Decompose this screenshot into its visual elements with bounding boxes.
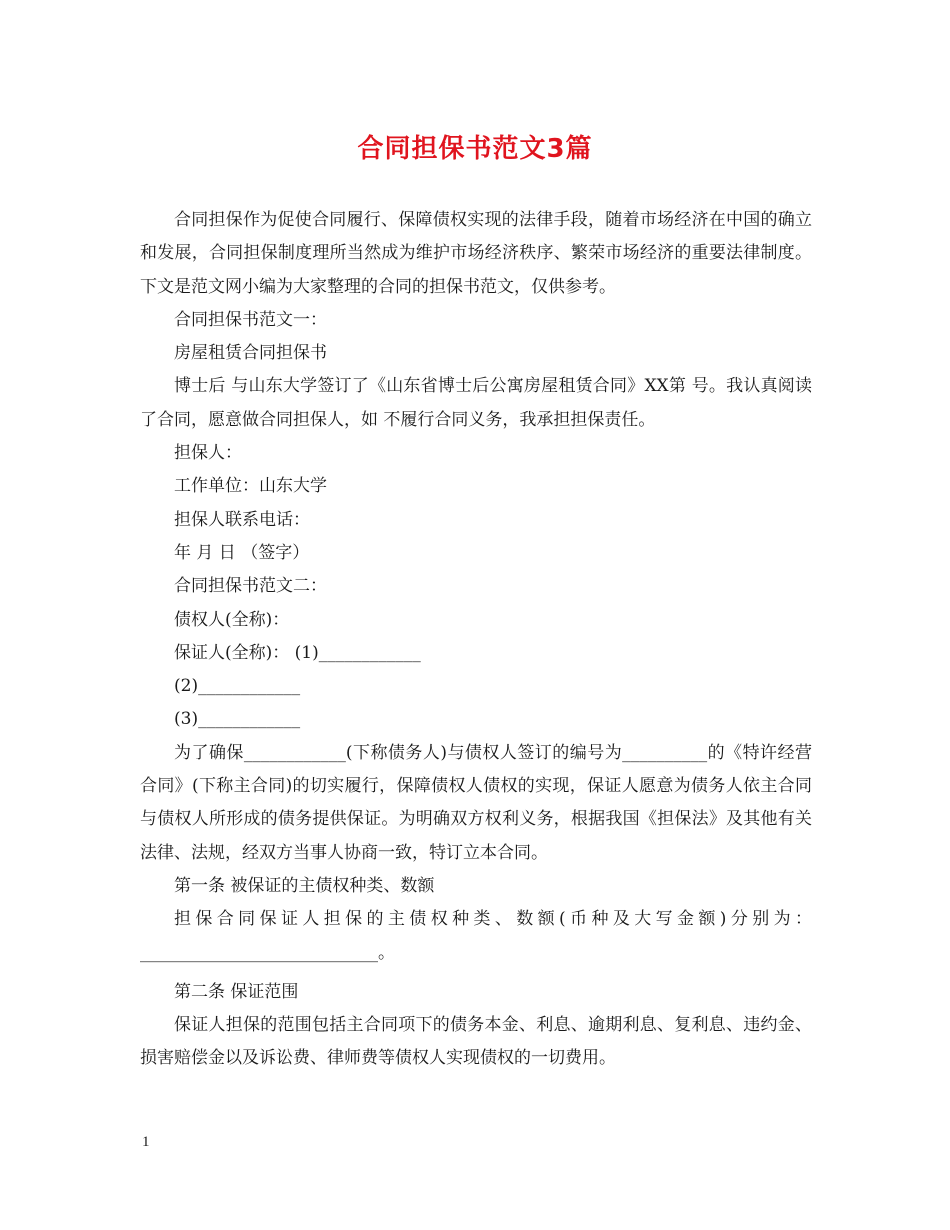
guarantor-label: 担保人： bbox=[174, 443, 242, 464]
article-two-paragraph: 保证人担保的范围包括主合同项下的债务本金、利息、逾期利息、复利息、违约金、损害赔偿金以及诉讼费、律师费等债权人实现债权的一切费用。 bbox=[140, 1015, 812, 1069]
article-two-heading: 第二条 保证范围 bbox=[174, 981, 299, 1002]
article-one-paragraph: 担保合同保证人担保的主债权种类、数额(币种及大写金额)分别为：____________________________。 bbox=[140, 909, 812, 963]
lease-guarantee-heading: 房屋租赁合同担保书 bbox=[174, 343, 327, 364]
page-number: 1 bbox=[142, 1134, 150, 1150]
lease-guarantee-paragraph: 博士后 与山东大学签订了《山东省博士后公寓房屋租赁合同》XX第 号。我认真阅读了合同，愿意做合同担保人，如 不履行合同义务，我承担担保责任。 bbox=[140, 376, 812, 430]
article-one-heading: 第一条 被保证的主债权种类、数额 bbox=[174, 875, 435, 896]
purpose-paragraph: 为了确保____________(下称债务人)与债权人签订的编号为__________的《特许经营合同》(下称主合同)的切实履行，保障债权人债权的实现，保证人愿意为债务人依主合同与债权人所形成的债务提供保证。为明确双方权利义务，根据我国《担保法》及其他有关法律、法规，经双方当事人协商一致，特订立本合同。 bbox=[140, 742, 812, 863]
date-signature-line: 年 月 日 （签字） bbox=[174, 542, 310, 563]
phone-label: 担保人联系电话： bbox=[174, 509, 310, 530]
work-unit-label: 工作单位：山东大学 bbox=[174, 476, 327, 497]
sample-two-heading: 合同担保书范文二： bbox=[174, 576, 327, 597]
surety-label: 保证人(全称)： (1)____________ bbox=[174, 642, 421, 663]
surety-line-2: (2)____________ bbox=[174, 676, 301, 697]
creditor-label: 债权人(全称)： bbox=[174, 609, 290, 630]
document-body bbox=[140, 204, 812, 1076]
surety-line-3: (3)____________ bbox=[174, 709, 301, 730]
document-title: 合同担保书范文3篇 bbox=[357, 134, 593, 164]
sample-one-heading: 合同担保书范文一： bbox=[174, 309, 327, 330]
intro-paragraph: 合同担保作为促使合同履行、保障债权实现的法律手段，随着市场经济在中国的确立和发展，合同担保制度理所当然成为维护市场经济秩序、繁荣市场经济的重要法律制度。下文是范文网小编为大家整理的合同的担保书范文，仅供参考。 bbox=[140, 210, 812, 297]
